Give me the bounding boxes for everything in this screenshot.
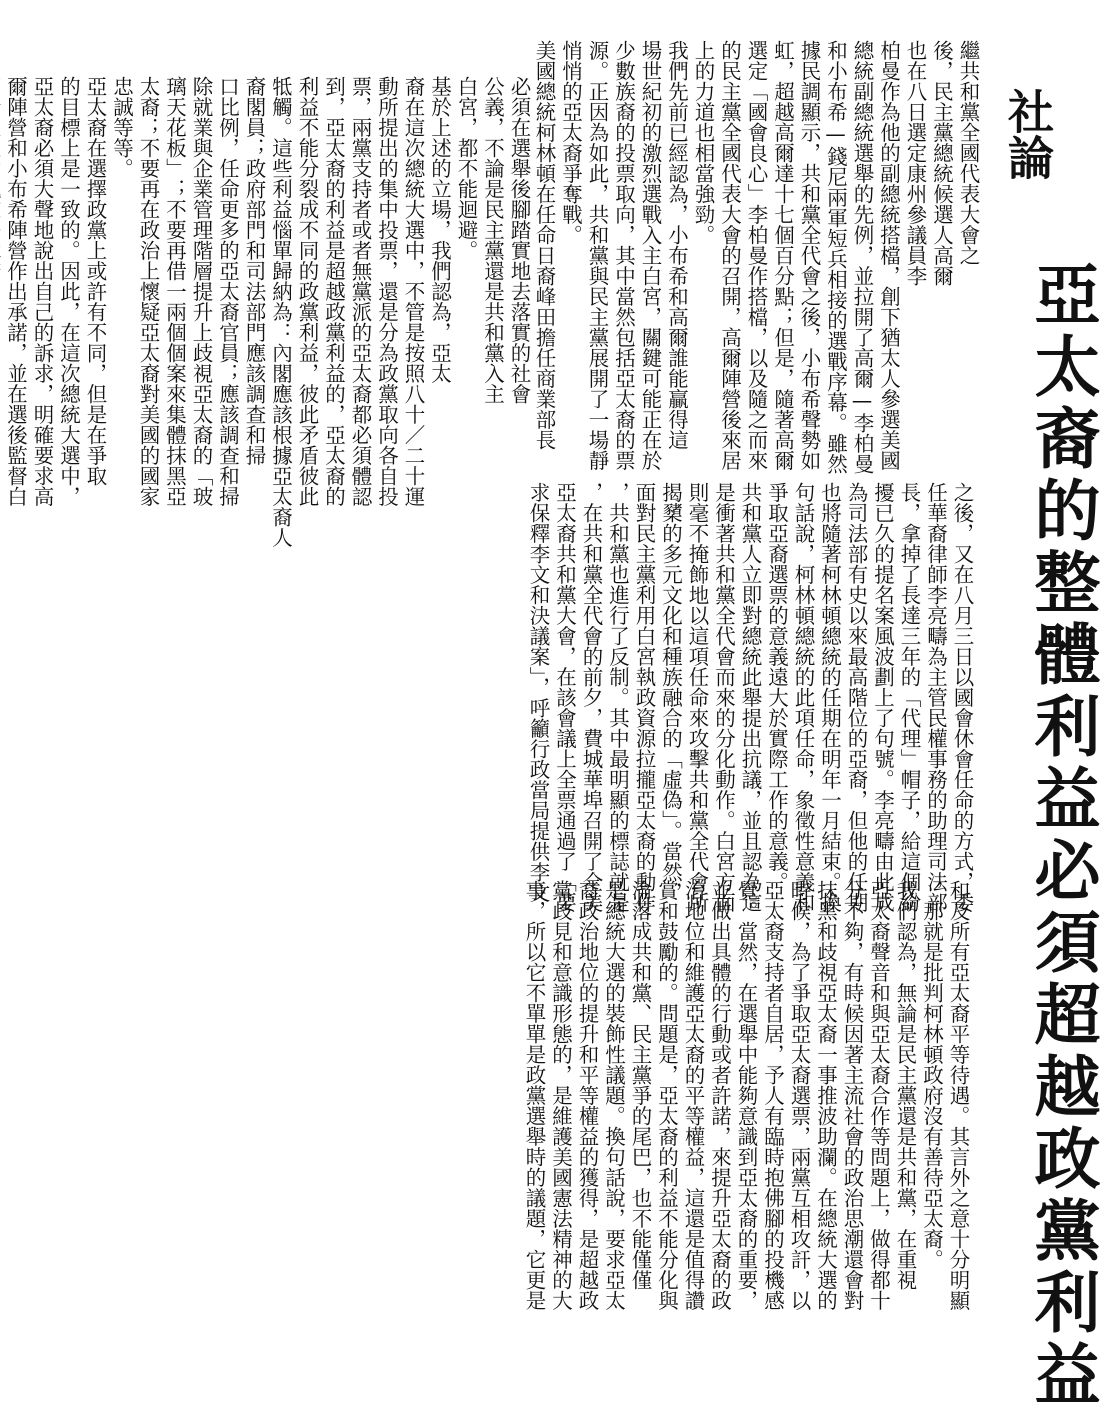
text-column-line: 亞太裔共和黨大會，在該會議上全票通過了「要: [552, 482, 577, 913]
text-column-line: 口比例，任命更多的亞太裔官員；應該調查和掃: [215, 76, 240, 507]
text-column-line: 和及所有亞太裔平等待遇。其言外之意十分明顯: [946, 880, 970, 1311]
text-column-line: 據民調顯示，共和黨全代會之後，小布希聲勢如: [797, 40, 821, 471]
text-column-line: 抹黑和歧視亞太裔一事推波助瀾。在總統大選的: [813, 880, 838, 1311]
text-column-line: 治地位和維護亞太裔的平等權益，這還是值得讚: [681, 880, 705, 1311]
text-column-line: 悄悄的亞太裔爭奪戰。: [558, 40, 583, 245]
text-column-line: 賞和鼓勵的。問題是，亞太裔的利益不能分化與: [654, 880, 679, 1311]
text-column-line: 黨歧見和意識形態的，是維護美國憲法精神的大: [548, 880, 573, 1311]
text-column-line: 到，亞太裔的利益是超越政黨利益的，亞太裔的: [321, 76, 346, 507]
text-column-line: 亞太裔聲音和與亞太裔合作等問題上，做得都十: [866, 880, 891, 1311]
text-column-line: 美國總統柯林頓在任命日裔峰田擔任商業部長: [532, 40, 556, 450]
text-column-line: ，共和黨也進行了反制。其中最明顯的標誌就是: [605, 482, 630, 913]
text-column-line: 少數族裔的投票取向，其中當然包括亞太裔的票: [611, 40, 636, 471]
text-column-line: 裔政治地位的提升和平等權益的獲得，是超越政: [575, 880, 599, 1311]
text-column-line: 基於上述的立場，我們認為，亞太: [427, 76, 452, 384]
text-column-line: 揭櫫的多元文化和種族融合的「虛偽」。當然，: [658, 482, 683, 903]
text-column-line: 後，民主黨總統候選人高爾: [929, 40, 954, 286]
text-column-line: 我們先前已經認為，小布希和高爾誰能贏得這: [664, 40, 689, 450]
text-column-line: 我們認為，無論是民主黨還是共和黨，在重視: [893, 880, 917, 1290]
text-column-line: 是衝著共和黨全代會而來的分化動作。白宮方面: [711, 482, 736, 913]
text-column-line: 牴觸。這些利益惱單歸納為：內閣應該根據亞太裔人: [268, 76, 293, 548]
body-block-3: [522, 880, 971, 1335]
text-column-line: 共和黨人立即對總統此舉提出抗議，並且認為這: [738, 482, 762, 913]
text-column-line: ，在共和黨全代會的前夕，費城華埠召開了全美: [579, 482, 603, 913]
text-column-line: 淪落成共和黨、民主黨爭的尾巴，也不能僅僅: [628, 880, 652, 1290]
text-column-line: 分不夠，有時候因著主流社會的政治思潮還會對: [840, 880, 864, 1311]
text-column-line: 裔在這次總統大選中，不管是按照八十／二十運: [401, 76, 425, 507]
body-block-1: [532, 40, 981, 474]
text-column-line: 是總統大選的裝飾性議題。換句話說，要求亞太: [601, 880, 626, 1311]
section-label: 社論: [1001, 88, 1055, 180]
text-column-line: ，那就是批判柯林頓政府沒有善待亞太裔。: [919, 880, 944, 1270]
body-block-2: [526, 482, 975, 913]
text-column-line: 亞太裔在選擇政黨上或許有不同，但是在爭取: [83, 76, 107, 486]
text-column-line: 除就業與企業管理階層提升上歧視亞太裔的「玻: [189, 76, 213, 507]
text-column-line: 繼共和黨全國代表大會之: [956, 40, 980, 266]
text-column-line: 求保釋李文和決議案」，呼籲行政當局提供李文: [526, 482, 550, 903]
headline: 亞太裔的整體利益必須超越政黨利益: [1023, 260, 1101, 1412]
text-column-line: 的目標上是一致的。因此，在這次總統大選中，: [56, 76, 81, 507]
text-column-line: 源。正因為如此，共和黨與民主黨展開了一場靜: [585, 40, 609, 471]
text-column-line: 時候，為了爭取亞太裔選票，兩黨互相攻訐，以: [787, 880, 811, 1311]
text-column-line: 太裔；不要再在政治上懷疑亞太裔對美國的國家: [136, 76, 160, 507]
text-column-line: 公義，不論是民主黨還是共和黨入主: [480, 76, 505, 404]
text-column-line: 上的力道也相當強勁。: [691, 40, 715, 245]
text-column-line: 柏曼作為他的副總統搭檔，創下猶太人參選美國: [876, 40, 901, 471]
text-column-line: 總統副總統選舉的先例，並拉開了高爾—李柏曼: [850, 40, 874, 474]
text-column-line: 場世紀初的激烈選戰入主白宮，關鍵可能正在於: [638, 40, 662, 471]
text-column-line: 爭取亞裔選票的意義遠大於實際工作的意義。: [764, 482, 789, 892]
text-column-line: 則毫不掩飾地以這項任命來攻擊共和黨全代會所: [685, 482, 709, 913]
text-column-line: 長，拿掉了長達三年的「代理」帽子，給這個紛: [897, 482, 921, 913]
text-column-line: 忠誠等等。: [109, 76, 134, 179]
text-column-line: 為司法部有史以來最高階位的亞裔，但他的任期: [844, 482, 868, 913]
text-column-line: 和小布希—錢尼兩軍短兵相接的選戰序幕。雖然: [823, 40, 848, 474]
text-column-line: 並做出具體的行動或者許諾，來提升亞太裔的政: [707, 880, 732, 1311]
text-column-line: 亞太裔支持者自居，予人有臨時抱佛腳的投機感: [760, 880, 785, 1311]
text-column-line: 裔閣員；政府部門和司法部門應該調查和掃: [242, 76, 266, 466]
text-column-line: 動所提出的集中投票，還是分為政黨取向各自投: [374, 76, 399, 507]
text-column-line: 擾已久的提名案風波劃上了句號。李亮疇由此成: [870, 482, 895, 913]
text-column-line: 覺。當然，在選舉中能夠意識到亞太裔的重要，: [734, 880, 758, 1311]
text-column-line: 任華裔律師李亮疇為主管民權事務的助理司法部: [923, 482, 948, 913]
text-column-line: 白宮，都不能迴避。: [454, 76, 478, 261]
text-column-line: 句話說，柯林頓總統的此項任命，象徵性意義和: [791, 482, 815, 913]
text-column-line: 利益不能分裂成不同的政黨利益，彼此矛盾彼此: [295, 76, 319, 507]
text-column-line: 之後，又在八月三日以國會休會任命的方式，委: [950, 482, 974, 913]
text-column-line: 也在八日選定康州參議員李: [903, 40, 927, 286]
text-column-line: 璃天花板」；不要再借一兩個個案來集體抹黑亞: [162, 76, 187, 507]
body-block-4: [3, 76, 532, 548]
text-column-line: 事，所以它不單單是政黨選舉時的議題，它更是: [522, 880, 546, 1311]
text-column-line: 也將隨著柯林頓總統的任期在明年一月結束。換: [817, 482, 842, 913]
text-column-line: 虹，超越高爾達十七個百分點；但是，隨著高爾: [770, 40, 795, 471]
text-column-line: 選定「國會良心」李柏曼作搭檔，以及隨之而來: [744, 40, 768, 471]
text-column-line: 的民主黨全國代表大會的召開，高爾陣營後來居: [717, 40, 742, 471]
text-column-line: 必須在選舉後腳踏實地去落實的社會: [507, 76, 531, 404]
text-column-line: 票，兩黨支持者或者無黨派的亞太裔都必須體認: [348, 76, 372, 507]
text-column-line: 爾陣營和小布希陣營作出承諾，並在選後監督白: [3, 76, 28, 507]
text-column-line: 亞太裔必須大聲地說出自己的訴求，明確要求高: [30, 76, 54, 507]
text-column-line: 面對民主黨利用白宮執政資源拉攏亞太裔的動作: [632, 482, 656, 913]
